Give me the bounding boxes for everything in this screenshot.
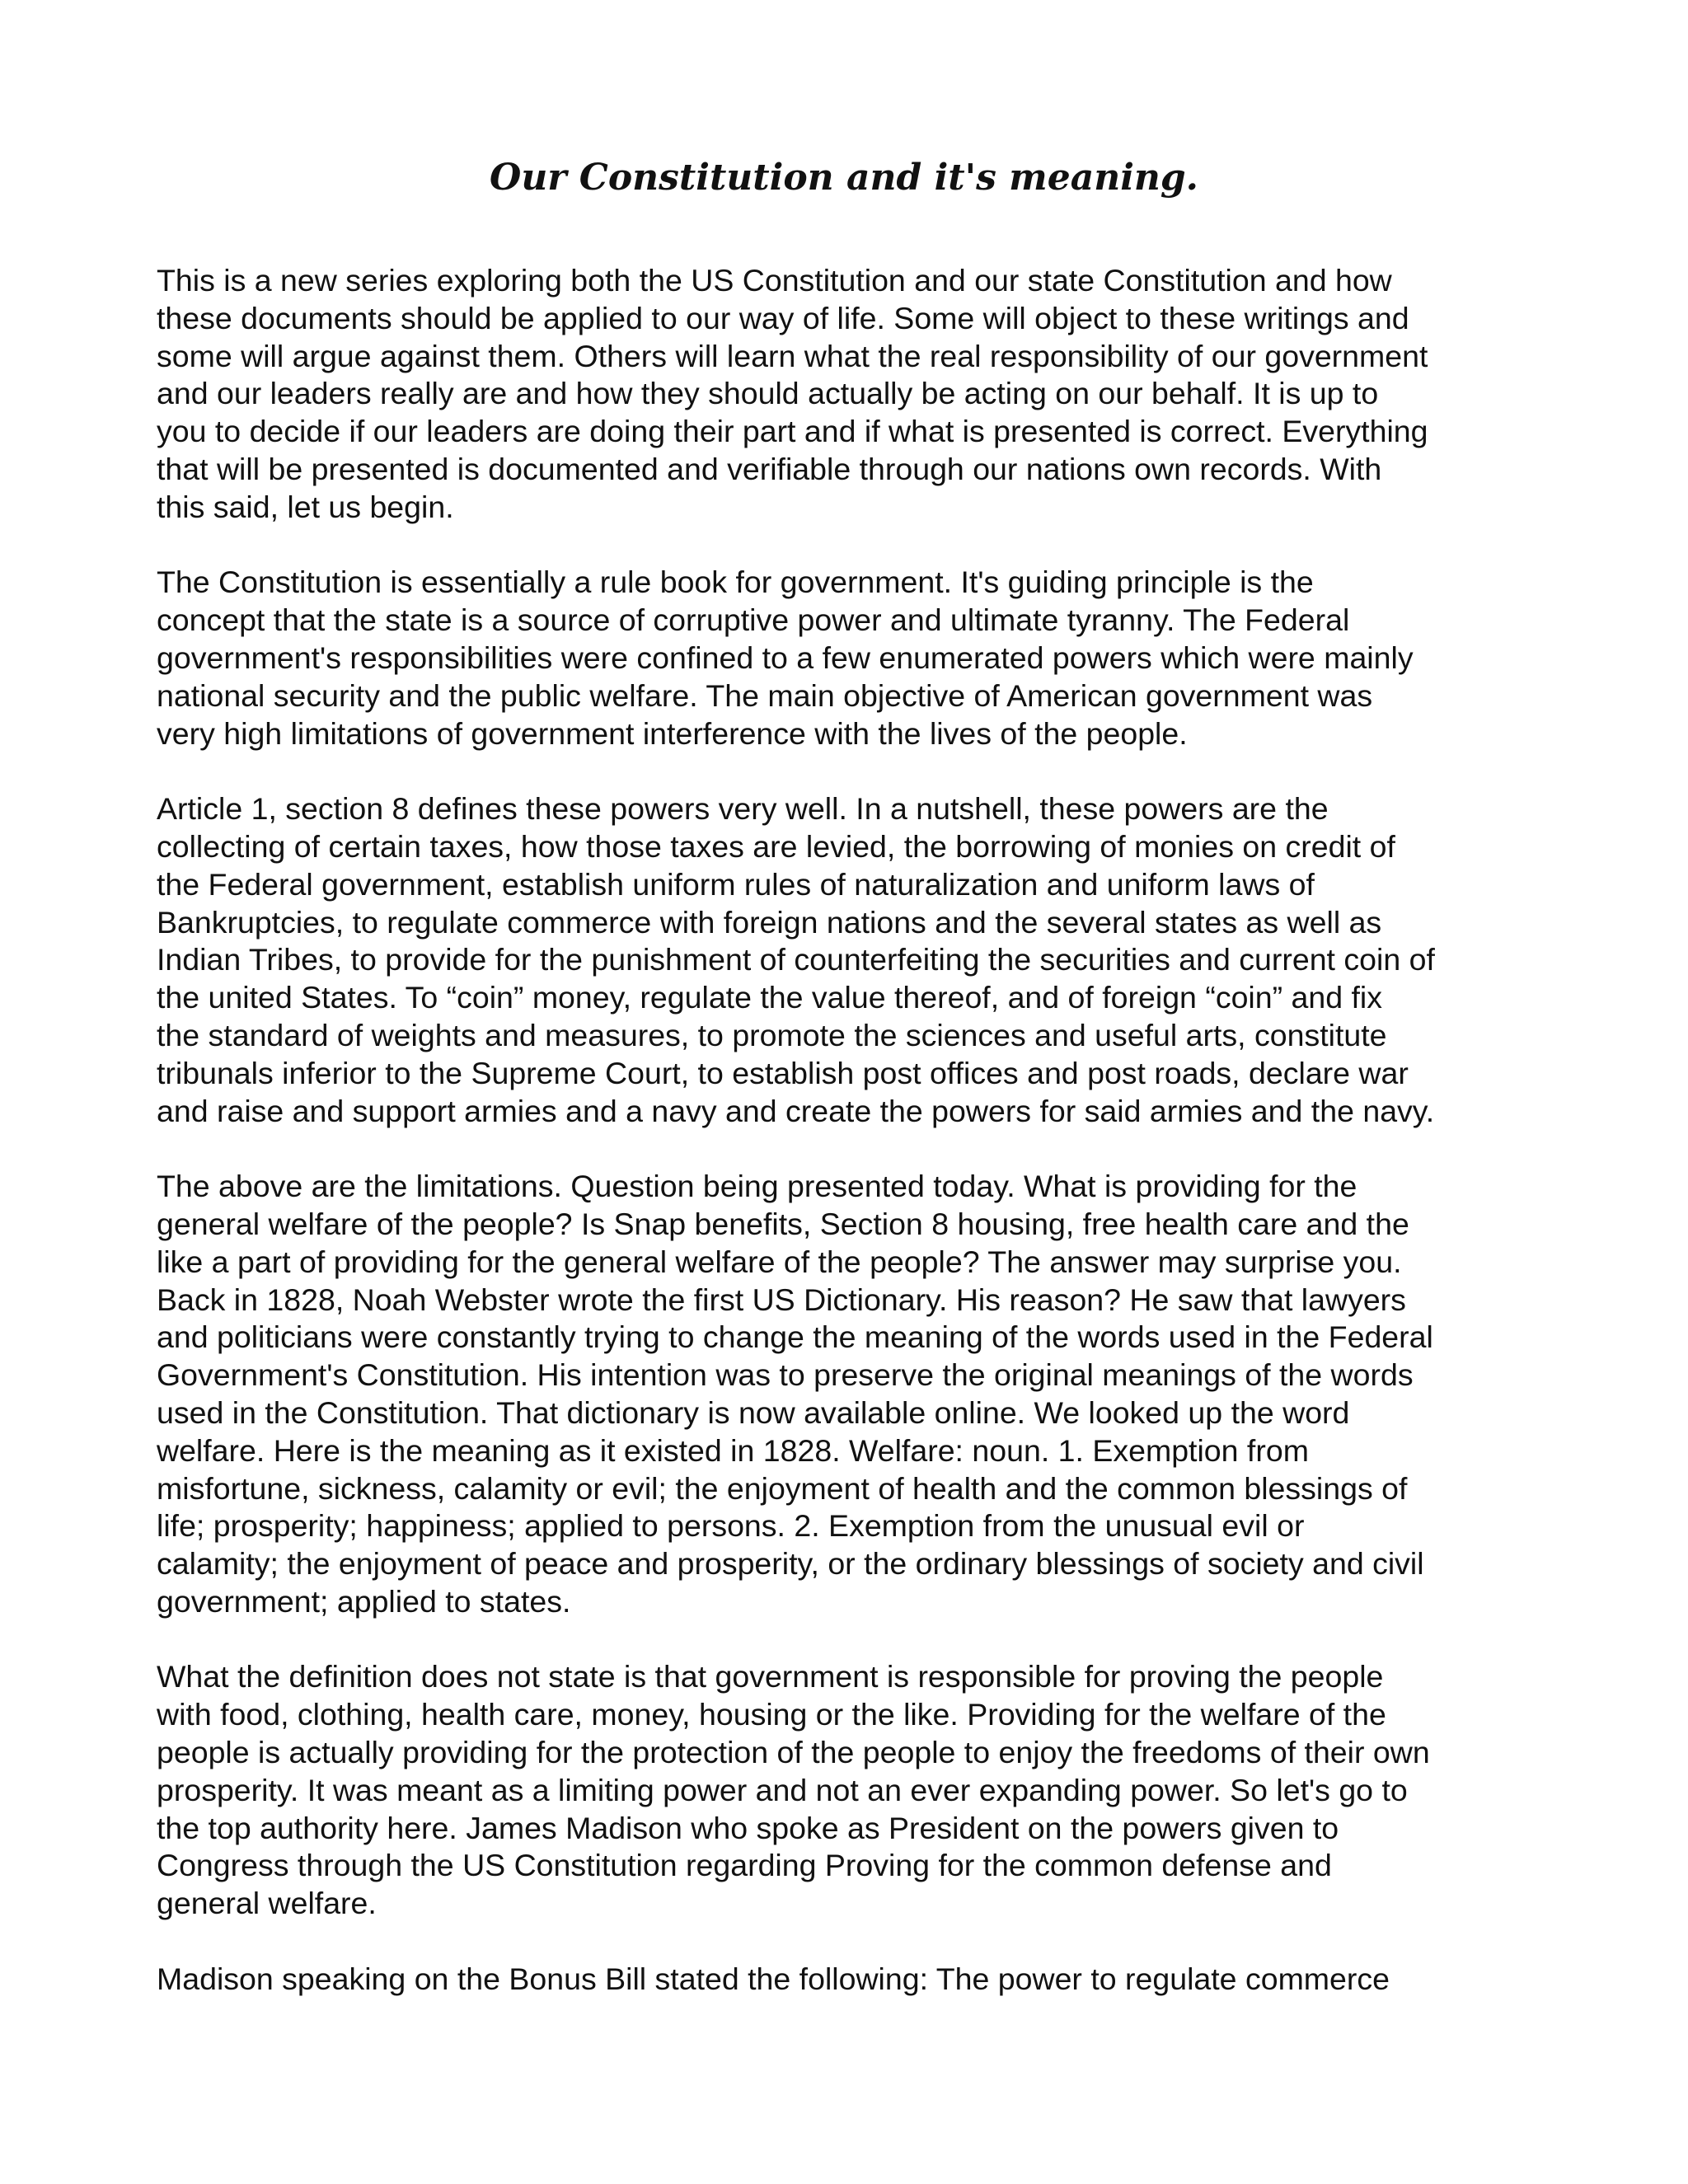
paragraph-general-welfare: The above are the limitations. Question being presented today. What is providing for the general welfare of the people? Is Snap benefits, Section 8 housing, free health care and the like a part of providing for the general welfare of the people? The answer may surprise you. Back in 1828, Noah Webster wrote the first US Dictionary. His reason? He saw that lawyers and politicians were constantly trying to change the meaning of the words used in the Federal Government's Constitution. His intention was to preserve the original meanings of the words used in the Constitution. That dictionary is now available online. We looked up the word welfare. Here is the meaning as it existed in 1828. Welfare: noun. 1. Exemption from misfortune, sickness, calamity or evil; the enjoyment of health and the common blessings of life; prosperity; happiness; applied to persons. 2. Exemption from the unusual evil or calamity; the enjoyment of peace and prosperity, or the ordinary blessings of society and civil government; applied to states. [157, 1169, 1433, 1619]
paragraph-article-1-section-8: Article 1, section 8 defines these powers very well. In a nutshell, these powers are the collecting of certain taxes, how those taxes are levied, the borrowing of monies on credit of the Federal government, establish uniform rules of naturalization and uniform laws of Bankruptcies, to regulate commerce with foreign nations and the several states as well as Indian Tribes, to provide for the punishment of counterfeiting the securities and current coin of the united States. To “coin” money, regulate the value thereof, and of foreign “coin” and fix the standard of weights and measures, to promote the sciences and useful arts, constitute tribunals inferior to the Supreme Court, to establish post offices and post roads, declare war and raise and support armies and a navy and create the powers for said armies and the navy. [157, 791, 1435, 1128]
document-body [157, 262, 1541, 1999]
document-title: Our Constitution and it's meaning. [489, 157, 1199, 199]
paragraph-definition: What the definition does not state is that government is responsible for proving the people with food, clothing, health care, money, housing or the like. Providing for the welfare of the people is actually providing for the protection of the people to enjoy the freedoms of their own prosperity. It was meant as a limiting power and not an ever expanding power. So let's go to the top authority here. James Madison who spoke as President on the powers given to Congress through the US Constitution regarding Proving for the common defense and general welfare. [157, 1659, 1430, 1921]
paragraph-rule-book: The Constitution is essentially a rule book for government. It's guiding principle is the concept that the state is a source of corruptive power and ultimate tyranny. The Federal government's responsibilities were confined to a few enumerated powers which were mainly national security and the public welfare. The main objective of American government was very high limitations of government interference with the lives of the people. [157, 565, 1414, 751]
paragraph-intro: This is a new series exploring both the US Constitution and our state Constitution and how these documents should be applied to our way of life. Some will object to these writings and some will argue against them. Others will learn what the real responsibility of our government and our leaders really are and how they should actually be acting on our behalf. It is up to you to decide if our leaders are doing their part and if what is presented is correct. Everything that will be presented is documented and verifiable through our nations own records. With this said, let us begin. [157, 263, 1428, 524]
paragraph-madison: Madison speaking on the Bonus Bill stated the following: The power to regulate commerce [157, 1961, 1390, 1996]
